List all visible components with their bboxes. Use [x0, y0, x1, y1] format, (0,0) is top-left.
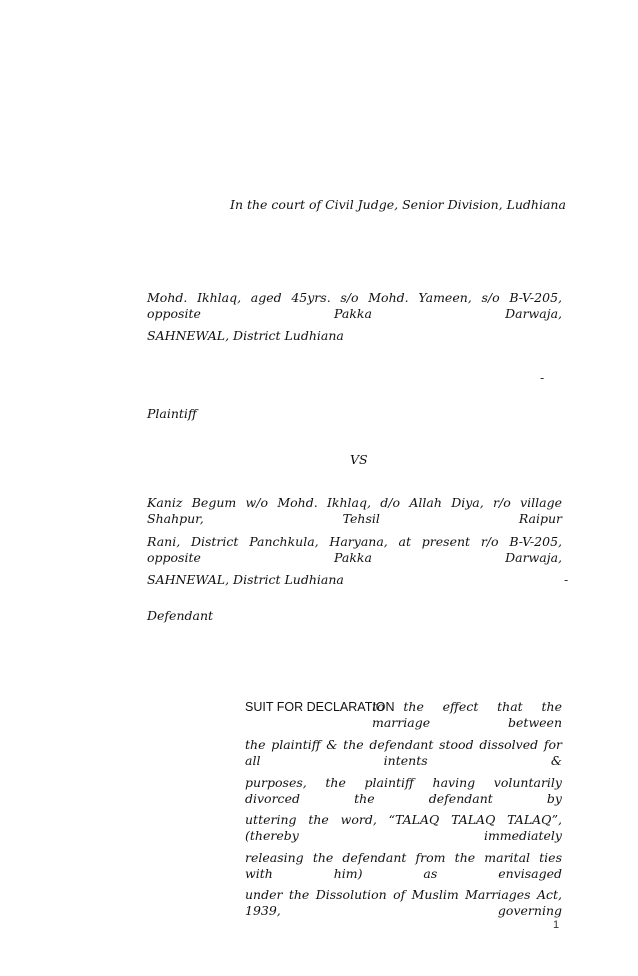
- suit-line-5: releasing the defendant from the marital ties with him) as envisaged: [245, 850, 562, 881]
- court-title: In the court of Civil Judge, Senior Division, Ludhiana: [230, 197, 566, 212]
- page-number: 1: [553, 919, 560, 931]
- suit-line-2: the plaintiff & the defendant stood dissolved for all intents &: [245, 737, 562, 768]
- suit-line-4: uttering the word, “TALAQ TALAQ TALAQ”, (thereby immediately: [245, 812, 562, 843]
- defendant-line-2: Rani, District Panchkula, Haryana, at present r/o B-V-205, opposite Pakka Darwaja,: [147, 534, 562, 565]
- defendant-role-label: Defendant: [147, 608, 214, 623]
- suit-line-1: to the effect that the marriage between: [372, 699, 562, 730]
- suit-line-6: under the Dissolution of Muslim Marriages Act, 1939, governing: [245, 887, 562, 918]
- plaintiff-line-1: Mohd. Ikhlaq, aged 45yrs. s/o Mohd. Yameen, s/o B-V-205, opposite Pakka Darwaja,: [147, 290, 562, 321]
- versus-label: VS: [350, 452, 368, 467]
- suit-line-3: purposes, the plaintiff having voluntarily divorced the defendant by: [245, 775, 562, 806]
- defendant-line-1: Kaniz Begum w/o Mohd. Ikhlaq, d/o Allah Diya, r/o village Shahpur, Tehsil Raipur: [147, 495, 562, 526]
- plaintiff-line-2: SAHNEWAL, District Ludhiana: [147, 328, 344, 343]
- suit-heading: SUIT FOR DECLARATION: [245, 700, 395, 714]
- defendant-dash: -: [564, 572, 569, 587]
- defendant-line-3: SAHNEWAL, District Ludhiana: [147, 572, 344, 587]
- plaintiff-role-label: Plaintiff: [147, 406, 197, 421]
- plaintiff-dash: -: [540, 370, 545, 385]
